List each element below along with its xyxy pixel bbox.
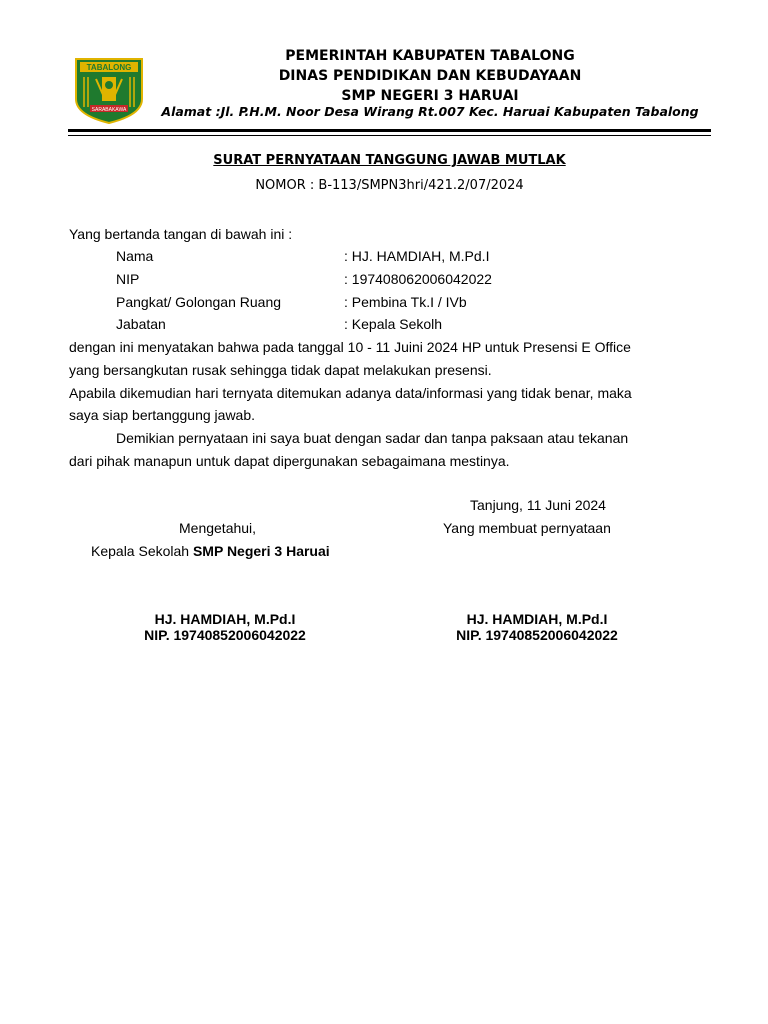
header-divider-thick bbox=[68, 129, 711, 132]
body-line-4: saya siap bertanggung jawab. bbox=[69, 407, 256, 423]
right-signature-heading: Yang membuat pernyataan bbox=[443, 520, 611, 536]
body-line-1: dengan ini menyatakan bahwa pada tanggal 10 - 11 Juini 2024 HP untuk Presensi E Office bbox=[69, 339, 631, 355]
left-signature-nip: NIP. 19740852006042022 bbox=[144, 627, 306, 643]
right-signature-name: HJ. HAMDIAH, M.Pd.I bbox=[466, 611, 608, 627]
field-value-nip: : 197408062006042022 bbox=[344, 271, 492, 287]
body-line-2: yang bersangkutan rusak sehingga tidak dapat melakukan presensi. bbox=[69, 362, 492, 378]
logo-motto-text: SARABAKAWA bbox=[91, 107, 127, 113]
field-label-nip: NIP bbox=[116, 271, 140, 287]
header-department-line: DINAS PENDIDIKAN DAN KEBUDAYAAN bbox=[278, 68, 582, 84]
left-signature-role-prefix: Kepala Sekolah bbox=[91, 543, 193, 559]
left-signature-role-school: SMP Negeri 3 Haruai bbox=[192, 543, 330, 559]
left-signature-name: HJ. HAMDIAH, M.Pd.I bbox=[154, 611, 296, 627]
body-line-6: dari pihak manapun untuk dapat dipergunakan sebagaimana mestinya. bbox=[69, 453, 510, 469]
header-school-line: SMP NEGERI 3 HARUAI bbox=[341, 88, 519, 104]
document-number: NOMOR : B-113/SMPN3hri/421.2/07/2024 bbox=[255, 178, 524, 193]
logo-top-text: TABALONG bbox=[86, 63, 132, 72]
document-title-text: SURAT PERNYATAAN TANGGUNG JAWAB MUTLAK bbox=[213, 153, 566, 168]
header-address: Alamat :Jl. P.H.M. Noor Desa Wirang Rt.007 Kec. Haruai Kabupaten Tabalong bbox=[161, 104, 699, 119]
document-title bbox=[68, 153, 711, 168]
body-line-5: Demikian pernyataan ini saya buat dengan sadar dan tanpa paksaan atau tekanan bbox=[116, 430, 629, 446]
field-label-pangkat: Pangkat/ Golongan Ruang bbox=[116, 294, 282, 310]
field-label-nama: Nama bbox=[116, 248, 154, 264]
signature-place-date: Tanjung, 11 Juni 2024 bbox=[470, 497, 606, 513]
tabalong-regency-logo bbox=[70, 55, 148, 125]
intro-text: Yang bertanda tangan di bawah ini : bbox=[69, 226, 293, 242]
body-line-3: Apabila dikemudian hari ternyata ditemukan adanya data/informasi yang tidak benar, maka bbox=[69, 385, 632, 401]
field-value-nama: : HJ. HAMDIAH, M.Pd.I bbox=[344, 248, 490, 264]
header-government-line: PEMERINTAH KABUPATEN TABALONG bbox=[285, 48, 575, 64]
left-signature-heading: Mengetahui, bbox=[179, 520, 257, 536]
field-value-pangkat: : Pembina Tk.I / IVb bbox=[344, 294, 467, 310]
field-label-jabatan: Jabatan bbox=[116, 316, 166, 332]
right-signature-nip: NIP. 19740852006042022 bbox=[456, 627, 618, 643]
header-divider-thin bbox=[68, 135, 711, 136]
field-value-jabatan: : Kepala Sekolh bbox=[344, 316, 443, 332]
left-signature-role bbox=[91, 543, 330, 559]
